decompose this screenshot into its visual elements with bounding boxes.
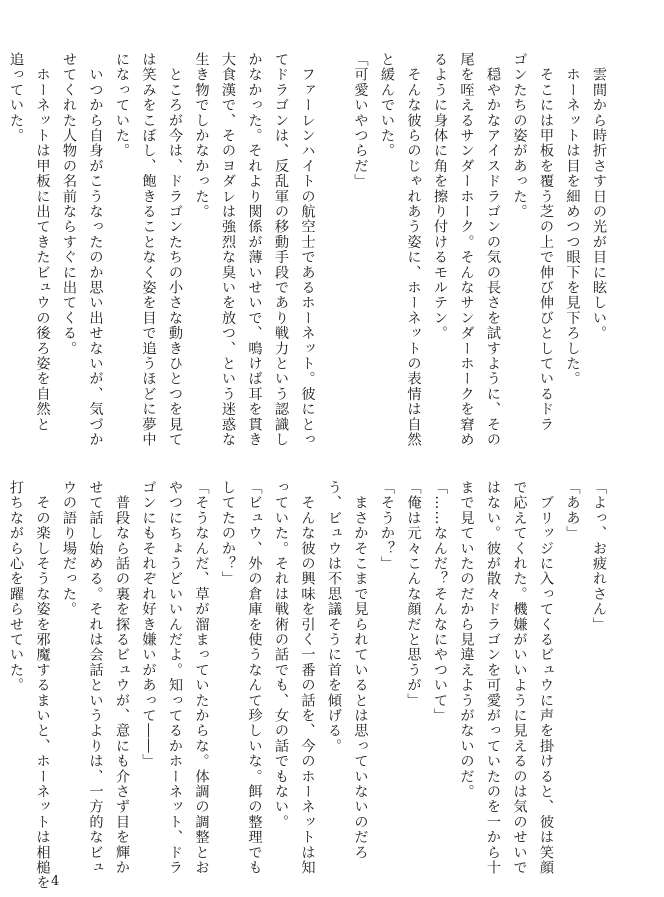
text-line: 尾を咥えるサンダーホーク。そんなサンダーホークを窘め [458, 52, 475, 448]
text-line: 「よっ、お疲れさん」 [591, 480, 607, 632]
text-line: 雲間から時折さす日の光が目に眩しい。 [591, 52, 607, 341]
text-line: 大食漢で、そのヨダレは強烈な臭いを放つ、という迷惑な [220, 52, 236, 448]
text-line: いつから自身がこうなったのか思い出せないが、気づか [87, 52, 104, 448]
text-line: てドラゴンは、反乱軍の移動手段であり戦力という認識し [273, 52, 289, 448]
text-line: 「そうなんだ、草が溜まっていたからな。体調の調整とお [193, 480, 210, 876]
text-line: ところが今は、ドラゴンたちの小さな動きひとつを見て [167, 52, 183, 448]
text-line: かなかった。それより関係が薄いせいで、鳴けば耳を貫き [246, 52, 263, 448]
text-line: と緩んでいた。 [379, 52, 395, 159]
text-line: は笑みをこぼし、飽きることなく姿を目で追うほどに夢中 [140, 52, 157, 448]
text-line: っていた。それは戦術の話でも、女の話でもない。 [273, 480, 289, 830]
text-line [321, 52, 348, 447]
text-line: 「俺は元々こんな顔だと思うが」 [405, 480, 422, 708]
text-line: 追っていた。 [8, 52, 24, 144]
text-line: ゴンにもそれぞれ好き嫌いがあって――」 [140, 480, 157, 769]
text-line: してたのか？」 [220, 480, 236, 587]
text-line: ゴンたちの姿があった。 [511, 52, 528, 220]
text-line: ブリッジに入ってくるビュウに声を掛けると、彼は笑顔 [538, 480, 554, 876]
text-line: ファーレンハイトの航空士であるホーネット。彼にとっ [299, 52, 316, 448]
text-line: になっていた。 [114, 52, 130, 159]
text-line: ホーネットは甲板に出てきたビュウの後ろ姿を自然と [34, 52, 51, 432]
text-line: はない。彼が散々ドラゴンを可愛がっていたのを一から十 [485, 480, 501, 876]
text-line: 穏やかなアイスドラゴンの気の長さを試すように、その [485, 52, 501, 448]
text-line: まさかそこまで見られているとは思っていないのだろ [352, 480, 369, 860]
text-line: 「ビュウ、外の倉庫を使うなんて珍しいな。餌の整理でも [246, 480, 263, 876]
text-line: 普段なら話の裏を探るビュウが、意にも介さず目を輝か [114, 480, 130, 876]
text-line: やつにちょうどいいんだよ。知ってるかホーネット、ドラ [167, 480, 183, 876]
text-line: う、ビュウは不思議そうに首を傾げる。 [326, 480, 342, 754]
text-line: 生き物でしかなかった。 [193, 52, 210, 220]
text-line: で応えてくれた。機嫌がいいように見えるのは気のせいで [511, 480, 528, 876]
text-line: 「……なんだ？そんなにやついて」 [432, 480, 448, 724]
text-line: るように身体に角を擦り付けるモルテン。 [432, 52, 448, 341]
page-number: 4 [51, 874, 60, 889]
lower-text-block [8, 480, 612, 891]
text-line: その楽しそうな姿を邪魔するまいと、ホーネットは相槌を [34, 480, 51, 891]
text-line: せてくれた人物の名前ならすぐに出てくる。 [61, 52, 77, 356]
text-line: まで見ていたのだから見違えようがないのだ。 [458, 480, 475, 800]
text-line: 打ちながら心を躍らせていた。 [8, 480, 24, 693]
text-line: そんな彼の興味を引く一番の話を、今のホーネットは知 [299, 480, 316, 876]
text-line: 「可愛いやつらだ」 [352, 52, 369, 189]
text-line: そんな彼らのじゃれあう姿に、ホーネットの表情は自然 [405, 52, 422, 448]
text-line: 「そうか？」 [379, 480, 395, 572]
text-line: ウの語り場だった。 [61, 480, 77, 617]
text-line: そこには甲板を覆う芝の上で伸び伸びとしているドラ [538, 52, 554, 432]
text-line: 「ああ」 [564, 480, 581, 541]
text-line: せて話し始める。それは会話というよりは、一方的なビュ [87, 480, 104, 876]
upper-text-block [8, 52, 612, 448]
text-line: ホーネットは目を細めつつ眼下を見下ろした。 [564, 52, 581, 387]
